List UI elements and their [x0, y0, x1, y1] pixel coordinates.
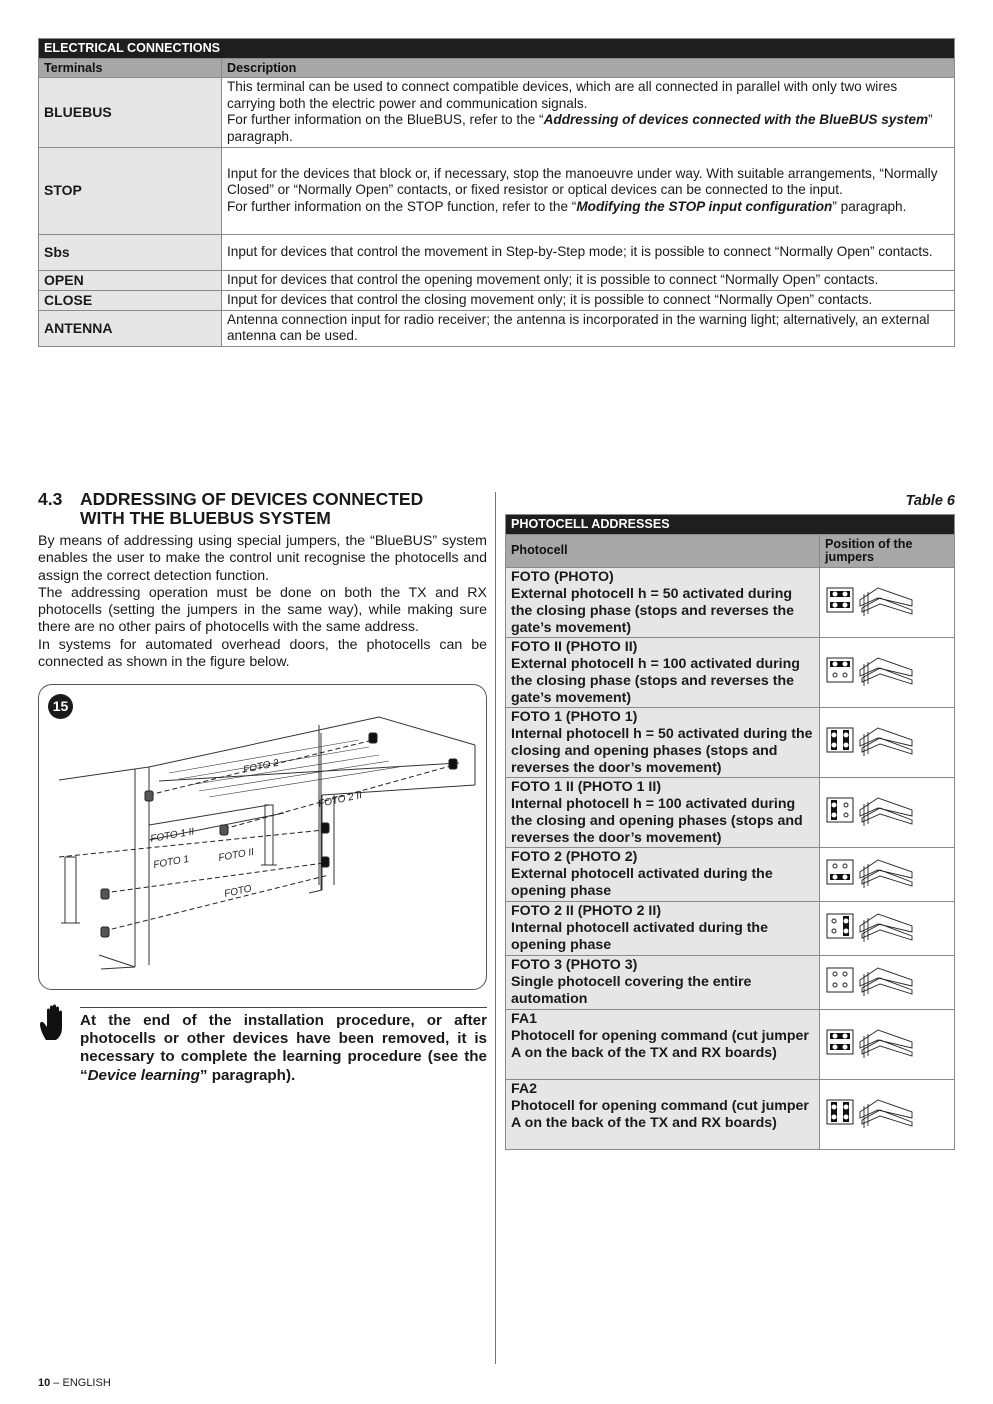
beam-label: FOTO II: [217, 846, 255, 864]
terminal-description: [222, 147, 955, 234]
figure-number-badge: 15: [48, 694, 73, 719]
column-header-position: Position of the jumpers: [820, 535, 955, 568]
jumper-top-horizontal-closed-icon: [826, 650, 916, 690]
beam-label: FOTO 1 II: [149, 826, 196, 845]
photocell-name: FOTO 3 (PHOTO 3): [511, 957, 638, 973]
photocell-name: FA2: [511, 1081, 538, 1097]
beam-label: FOTO: [223, 883, 253, 900]
terminal-description: Input for devices that control the opening movement only; it is possible to connect “Normally Open” contacts.: [222, 270, 955, 290]
beam-label: FOTO 2: [242, 757, 280, 776]
jumper-two-vertical-closed-icon: [826, 1092, 916, 1132]
hand-stop-icon: [38, 1004, 72, 1047]
jumper-position-cell: [820, 848, 955, 902]
description-ref-post: ” paragraph.: [227, 112, 933, 144]
paragraph: By means of addressing using special jumpers, the “BlueBUS” system enables the user to make the control unit recognise the photocells and assign the correct detection function.: [38, 533, 487, 584]
table-row: [506, 902, 955, 956]
note-ref: Device learning: [87, 1066, 200, 1084]
description-ref: Modifying the STOP input configuration: [576, 198, 833, 214]
note-text: At the end of the installation procedure, or after photocells or other devices have been removed, it is necessary to complete the learning procedure (see the “: [80, 1012, 487, 1084]
photocell-cell: [506, 1080, 820, 1150]
description-text: Input for the devices that block or, if necessary, stop the manoeuvre under way. With suitable arrangements, “Normally Closed” or “Normally Open” contacts, or fixed resistor or optical devices can be connected to the input.: [227, 165, 938, 198]
table-row: [506, 1010, 955, 1080]
photocell-cell: [506, 708, 820, 778]
terminal-description: Input for devices that control the closing movement only; it is possible to connect “Normally Open” contacts.: [222, 290, 955, 310]
paragraph: In systems for automated overhead doors, the photocells can be connected as shown in the figure below.: [38, 636, 487, 671]
jumper-position-cell: [820, 1080, 955, 1150]
terminal-name: BLUEBUS: [39, 78, 222, 147]
table-row: [39, 147, 955, 234]
photocell-cell: [506, 568, 820, 638]
photocell-description: Photocell for opening command (cut jumper A on the back of the TX and RX boards): [511, 1028, 809, 1061]
jumper-left-vertical-closed-icon: [826, 790, 916, 830]
photocell-cell: [506, 902, 820, 956]
table-row: [506, 708, 955, 778]
section-title-line1: ADDRESSING OF DEVICES CONNECTED: [80, 489, 424, 509]
photocell-name: FOTO 2 II (PHOTO 2 II): [511, 903, 662, 919]
terminal-description: Input for devices that control the movement in Step-by-Step mode; it is possible to connect “Normally Open” contacts.: [222, 234, 955, 270]
column-header-photocell: Photocell: [506, 535, 820, 568]
jumper-two-horizontal-closed-icon: [826, 580, 916, 620]
terminal-name: OPEN: [39, 270, 222, 290]
photocell-name: FOTO II (PHOTO II): [511, 639, 638, 655]
table-row: [39, 270, 955, 290]
photocell-description: Internal photocell h = 100 activated during the closing and opening phases (stops and reverses the door’s movement): [511, 796, 803, 846]
page-footer: [38, 1377, 111, 1389]
photocell-description: Internal photocell h = 50 activated during the closing and opening phases (stops and reverses the door’s movement): [511, 726, 813, 776]
photocell-description: External photocell activated during the opening phase: [511, 866, 773, 899]
footer-language: – ENGLISH: [50, 1377, 111, 1389]
photocell-cell: [506, 638, 820, 708]
column-header-terminals: Terminals: [39, 58, 222, 78]
terminal-name: CLOSE: [39, 290, 222, 310]
terminal-name: ANTENNA: [39, 310, 222, 346]
photocell-description: External photocell h = 50 activated during the closing phase (stops and reverses the gate’s movement): [511, 586, 795, 636]
section-body: [38, 533, 487, 671]
beam-label: FOTO 1: [152, 853, 190, 871]
note-text-end: ” paragraph).: [199, 1066, 296, 1084]
figure-photocell-layout: [38, 684, 487, 990]
section-heading: [38, 490, 488, 528]
description-ref-post: ” paragraph.: [832, 198, 907, 214]
description-text: This terminal can be used to connect compatible devices, which are all connected in parallel with only two wires carrying both the electric power and communication signals.: [227, 79, 898, 111]
photocell-cell: [506, 956, 820, 1010]
photocell-description: Single photocell covering the entire automation: [511, 974, 752, 1007]
overhead-door-illustration: [39, 685, 487, 990]
description-ref-pre: For further information on the BlueBUS, refer to the “: [227, 112, 544, 128]
column-header-description: Description: [222, 58, 955, 78]
table-title: ELECTRICAL CONNECTIONS: [39, 39, 955, 59]
photocell-name: FOTO (PHOTO): [511, 569, 614, 585]
jumper-position-cell: [820, 1010, 955, 1080]
section-number: 4.3: [38, 489, 63, 509]
electrical-connections-table: [38, 38, 955, 347]
beam-label: FOTO 2 II: [317, 789, 363, 810]
note-divider: [80, 1007, 487, 1008]
table-row: [506, 848, 955, 902]
terminal-name: STOP: [39, 147, 222, 234]
photocell-addresses-table: [505, 514, 955, 1150]
terminal-description: [222, 78, 955, 147]
photocell-description: Internal photocell activated during the opening phase: [511, 920, 768, 953]
jumper-position-cell: [820, 778, 955, 848]
jumper-position-cell: [820, 568, 955, 638]
page-number: 10: [38, 1377, 51, 1389]
paragraph: The addressing operation must be done on both the TX and RX photocells (setting the jumpers in the same way), while making sure there are no other pairs of photocells with the same address.: [38, 584, 487, 636]
jumper-two-horizontal-closed-icon: [826, 1022, 916, 1062]
column-divider: [495, 492, 496, 1364]
table-row: [506, 568, 955, 638]
table-label: Table 6: [905, 493, 955, 509]
section-title-line2: WITH THE BLUEBUS SYSTEM: [80, 508, 331, 528]
photocell-cell: [506, 848, 820, 902]
table-row: [506, 956, 955, 1010]
photocell-name: FA1: [511, 1011, 538, 1027]
photocell-cell: [506, 778, 820, 848]
jumper-bottom-horizontal-closed-icon: [826, 852, 916, 892]
description-ref: Addressing of devices connected with the BlueBUS system: [543, 112, 929, 128]
terminal-description: Antenna connection input for radio receiver; the antenna is incorporated in the warning light; alternatively, an external antenna can be used.: [222, 310, 955, 346]
jumper-position-cell: [820, 956, 955, 1010]
photocell-description: Photocell for opening command (cut jumper A on the back of the TX and RX boards): [511, 1098, 809, 1131]
photocell-name: FOTO 2 (PHOTO 2): [511, 849, 638, 865]
table-row: [39, 78, 955, 147]
table-title: PHOTOCELL ADDRESSES: [506, 515, 955, 535]
terminal-name: Sbs: [39, 234, 222, 270]
table-row: [39, 310, 955, 346]
jumper-none-closed-icon: [826, 960, 916, 1000]
photocell-description: External photocell h = 100 activated during the closing phase (stops and reverses the gate’s movement): [511, 656, 800, 706]
table-row: [39, 290, 955, 310]
learning-note: [80, 1012, 487, 1085]
table-row: [506, 778, 955, 848]
table-row: [39, 234, 955, 270]
jumper-position-cell: [820, 902, 955, 956]
photocell-name: FOTO 1 II (PHOTO 1 II): [511, 779, 662, 795]
jumper-right-vertical-closed-icon: [826, 906, 916, 946]
jumper-position-cell: [820, 708, 955, 778]
description-ref-pre: For further information on the STOP function, refer to the “: [227, 198, 577, 214]
photocell-cell: [506, 1010, 820, 1080]
jumper-position-cell: [820, 638, 955, 708]
table-row: [506, 638, 955, 708]
photocell-name: FOTO 1 (PHOTO 1): [511, 709, 638, 725]
table-row: [506, 1080, 955, 1150]
jumper-two-vertical-closed-icon: [826, 720, 916, 760]
